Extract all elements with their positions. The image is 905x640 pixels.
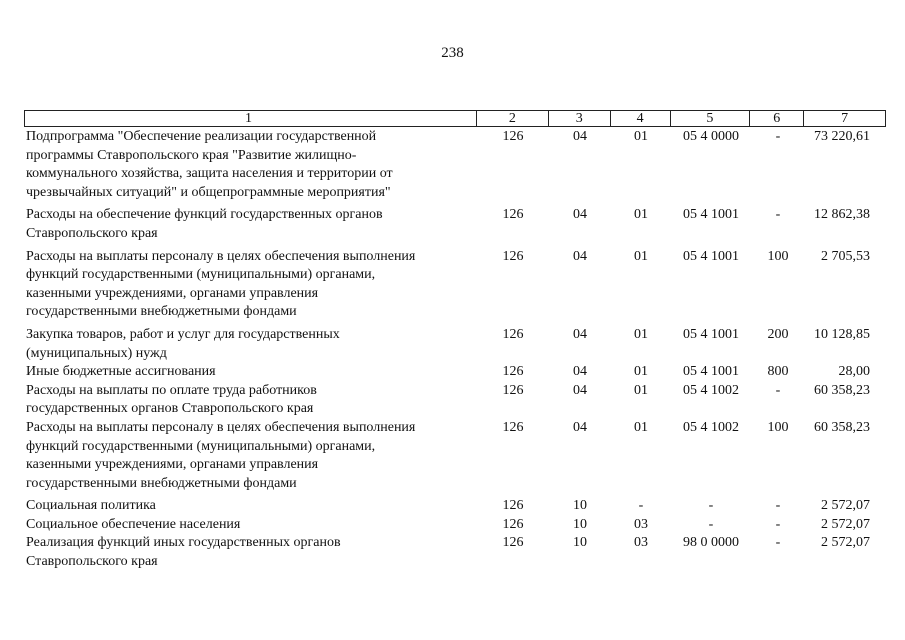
description-line: Расходы на выплаты по оплате труда работников <box>26 382 317 398</box>
row-expense-type: 100 <box>767 419 789 435</box>
table-row <box>24 248 886 322</box>
row-target-code: 98 0 0000 <box>683 535 739 551</box>
row-description <box>24 419 477 493</box>
row-ministry-code: 126 <box>502 382 524 398</box>
row-target-code: 05 4 1002 <box>683 419 739 435</box>
description-line: государственными внебюджетными фондами <box>26 304 297 320</box>
description-line: функций государственными (муниципальными) органами, <box>26 267 376 283</box>
row-subsection-code: - <box>638 498 644 514</box>
row-description <box>24 516 477 535</box>
description-line: Закупка товаров, работ и услуг для государственных <box>26 326 340 342</box>
row-subsection-code: 03 <box>634 516 648 532</box>
row-ministry-code: 126 <box>502 129 524 144</box>
page-number: 238 <box>441 45 464 61</box>
row-expense-type: - <box>775 535 781 551</box>
description-line: Социальное обеспечение населения <box>26 516 241 532</box>
description-line: Ставропольского края <box>26 225 158 241</box>
row-amount: 2 572,07 <box>821 535 870 551</box>
table-row <box>24 419 886 493</box>
description-line: государственными внебюджетными фондами <box>26 475 297 491</box>
row-target-code: 05 4 0000 <box>683 129 739 144</box>
budget-table <box>24 110 886 572</box>
description-line: Подпрограмма "Обеспечение реализации государственной <box>26 129 377 144</box>
row-subsection-code: 03 <box>634 535 648 551</box>
row-target-code: - <box>708 516 714 532</box>
header-col-4: 4 <box>611 111 671 126</box>
table-row <box>24 363 886 382</box>
description-line: Расходы на выплаты персоналу в целях обеспечения выполнения <box>26 419 416 435</box>
description-line: (муниципальных) нужд <box>26 345 167 361</box>
row-section-code: 04 <box>573 419 587 435</box>
row-amount: 2 572,07 <box>821 498 870 514</box>
row-amount: 10 128,85 <box>814 326 870 342</box>
header-col-7: 7 <box>841 111 849 126</box>
header-col-2: 2 <box>477 111 549 126</box>
row-ministry-code: 126 <box>502 207 524 223</box>
row-description <box>24 326 477 363</box>
row-expense-type: - <box>775 129 781 144</box>
header-col-3: 3 <box>549 111 611 126</box>
row-section-code: 04 <box>573 382 587 398</box>
table-row <box>24 382 886 419</box>
row-ministry-code: 126 <box>502 248 524 264</box>
row-ministry-code: 126 <box>502 535 524 551</box>
row-section-code: 04 <box>573 326 587 342</box>
header-col-6: 6 <box>750 111 804 126</box>
row-expense-type: - <box>775 498 781 514</box>
row-section-code: 04 <box>573 207 587 223</box>
row-target-code: 05 4 1001 <box>683 207 739 223</box>
row-target-code: - <box>708 498 714 514</box>
row-expense-type: 800 <box>767 364 789 380</box>
table-row <box>24 497 886 516</box>
row-ministry-code: 126 <box>502 326 524 342</box>
row-amount: 2 572,07 <box>821 516 870 532</box>
row-subsection-code: 01 <box>634 248 648 264</box>
description-line: чрезвычайных ситуаций" и общепрограммные мероприятия" <box>26 184 391 200</box>
table-row <box>24 326 886 363</box>
description-line: Реализация функций иных государственных органов <box>26 535 341 551</box>
row-target-code: 05 4 1002 <box>683 382 739 398</box>
row-description <box>24 382 477 419</box>
description-line: Ставропольского края <box>26 554 158 570</box>
row-expense-type: - <box>775 516 781 532</box>
header-col-1: 1 <box>25 111 477 126</box>
row-expense-type: 200 <box>767 326 789 342</box>
row-expense-type: - <box>775 382 781 398</box>
table-row <box>24 128 886 202</box>
row-subsection-code: 01 <box>634 207 648 223</box>
row-amount: 73 220,61 <box>814 129 870 144</box>
row-subsection-code: 01 <box>634 326 648 342</box>
row-ministry-code: 126 <box>502 364 524 380</box>
row-section-code: 10 <box>573 535 587 551</box>
row-target-code: 05 4 1001 <box>683 326 739 342</box>
row-section-code: 04 <box>573 129 587 144</box>
row-description <box>24 128 477 202</box>
description-line: Расходы на выплаты персоналу в целях обеспечения выполнения <box>26 248 416 264</box>
row-target-code: 05 4 1001 <box>683 248 739 264</box>
header-col-5: 5 <box>671 111 751 126</box>
table-row <box>24 206 886 243</box>
description-line: государственных органов Ставропольского края <box>26 401 314 417</box>
row-amount: 28,00 <box>838 364 870 380</box>
description-line: коммунального хозяйства, защита населения и территории от <box>26 166 393 182</box>
row-amount: 60 358,23 <box>814 419 870 435</box>
table-row <box>24 516 886 535</box>
row-amount: 12 862,38 <box>814 207 870 223</box>
description-line: программы Ставропольского края "Развитие жилищно- <box>26 147 357 163</box>
row-subsection-code: 01 <box>634 382 648 398</box>
table-row <box>24 534 886 571</box>
row-description <box>24 497 477 516</box>
row-description <box>24 206 477 243</box>
row-description <box>24 363 477 382</box>
table-header-row <box>24 110 886 127</box>
row-description <box>24 248 477 322</box>
description-line: казенными учреждениями, органами управления <box>26 285 319 301</box>
row-ministry-code: 126 <box>502 498 524 514</box>
row-target-code: 05 4 1001 <box>683 364 739 380</box>
row-ministry-code: 126 <box>502 419 524 435</box>
row-description <box>24 534 477 571</box>
description-line: функций государственными (муниципальными) органами, <box>26 438 376 454</box>
row-subsection-code: 01 <box>634 364 648 380</box>
row-subsection-code: 01 <box>634 419 648 435</box>
row-ministry-code: 126 <box>502 516 524 532</box>
description-line: Социальная политика <box>26 498 156 514</box>
table-body <box>24 128 886 572</box>
row-amount: 2 705,53 <box>821 248 870 264</box>
row-section-code: 10 <box>573 516 587 532</box>
row-expense-type: - <box>775 207 781 223</box>
description-line: казенными учреждениями, органами управления <box>26 457 319 473</box>
description-line: Расходы на обеспечение функций государственных органов <box>26 207 383 223</box>
row-subsection-code: 01 <box>634 129 648 144</box>
row-section-code: 04 <box>573 248 587 264</box>
row-expense-type: 100 <box>767 248 789 264</box>
description-line: Иные бюджетные ассигнования <box>26 364 216 380</box>
row-section-code: 04 <box>573 364 587 380</box>
row-amount: 60 358,23 <box>814 382 870 398</box>
row-section-code: 10 <box>573 498 587 514</box>
